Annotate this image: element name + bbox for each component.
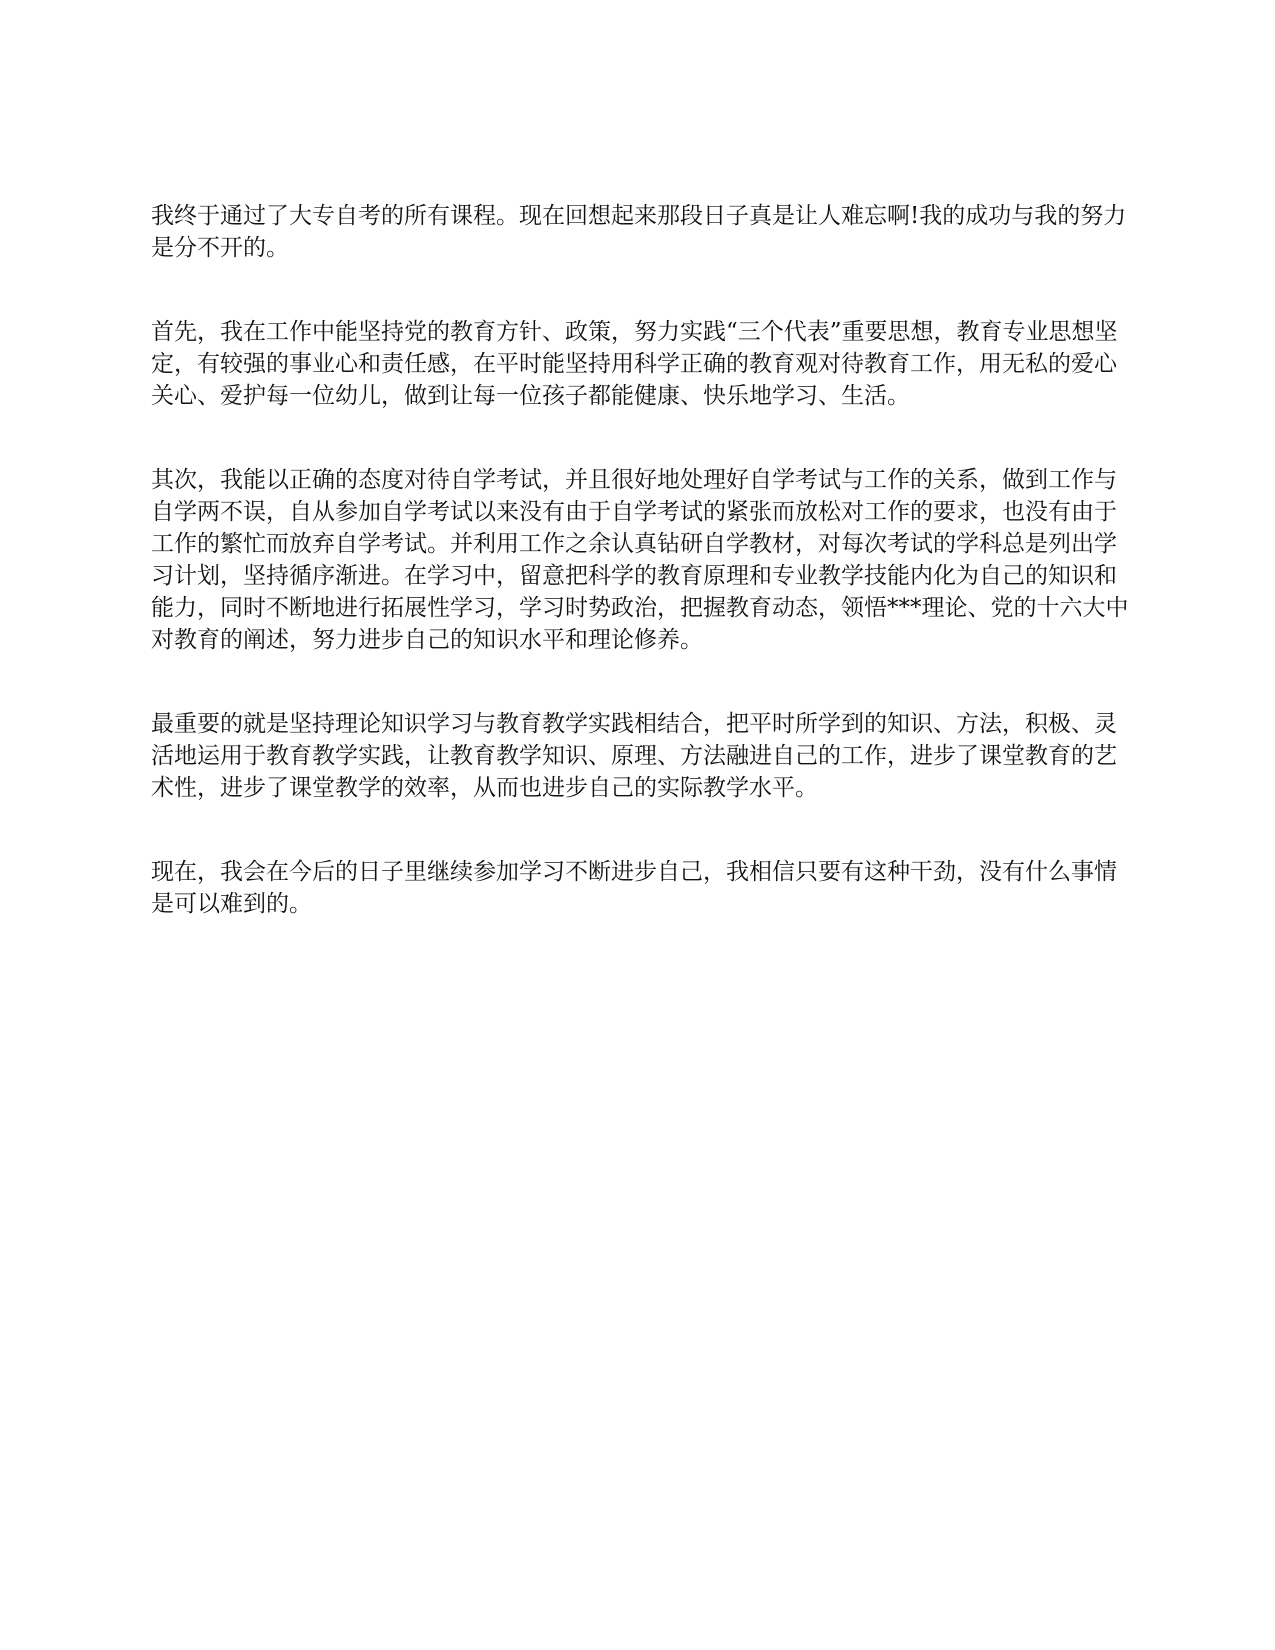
paragraph-second: 其次，我能以正确的态度对待自学考试，并且很好地处理好自学考试与工作的关系，做到工作与自学两不误，自从参加自学考试以来没有由于自学考试的紧张而放松对工作的要求，也没有由于工作的繁忙而放弃自学考试。并利用工作之余认真钻研自学教材，对每次考试的学科总是列出学习计划，坚持循序渐进。在学习中，留意把科学的教育原理和专业教学技能内化为自己的知识和能力，同时不断地进行拓展性学习，学习时势政治，把握教育动态，领悟***理论、党的十六大中对教育的阐述，努力进步自己的知识水平和理论修养。 (151, 467, 1129, 653)
paragraph-intro: 我终于通过了大专自考的所有课程。现在回想起来那段日子真是让人难忘啊!我的成功与我的努力是分不开的。 (151, 203, 1127, 261)
paragraph-first: 首先，我在工作中能坚持党的教育方针、政策，努力实践“三个代表”重要思想，教育专业思想坚定，有较强的事业心和责任感，在平时能坚持用科学正确的教育观对待教育工作，用无私的爱心关心、爱护每一位幼儿，做到让每一位孩子都能健康、快乐地学习、生活。 (151, 319, 1118, 409)
paragraph-conclusion: 现在，我会在今后的日子里继续参加学习不断进步自己，我相信只要有这种干劲，没有什么事情是可以难到的。 (151, 859, 1117, 917)
document-body (151, 200, 1131, 972)
paragraph-most-important: 最重要的就是坚持理论知识学习与教育教学实践相结合，把平时所学到的知识、方法，积极、灵活地运用于教育教学实践，让教育教学知识、原理、方法融进自己的工作，进步了课堂教育的艺术性，进步了课堂教学的效率，从而也进步自己的实际教学水平。 (151, 711, 1117, 801)
